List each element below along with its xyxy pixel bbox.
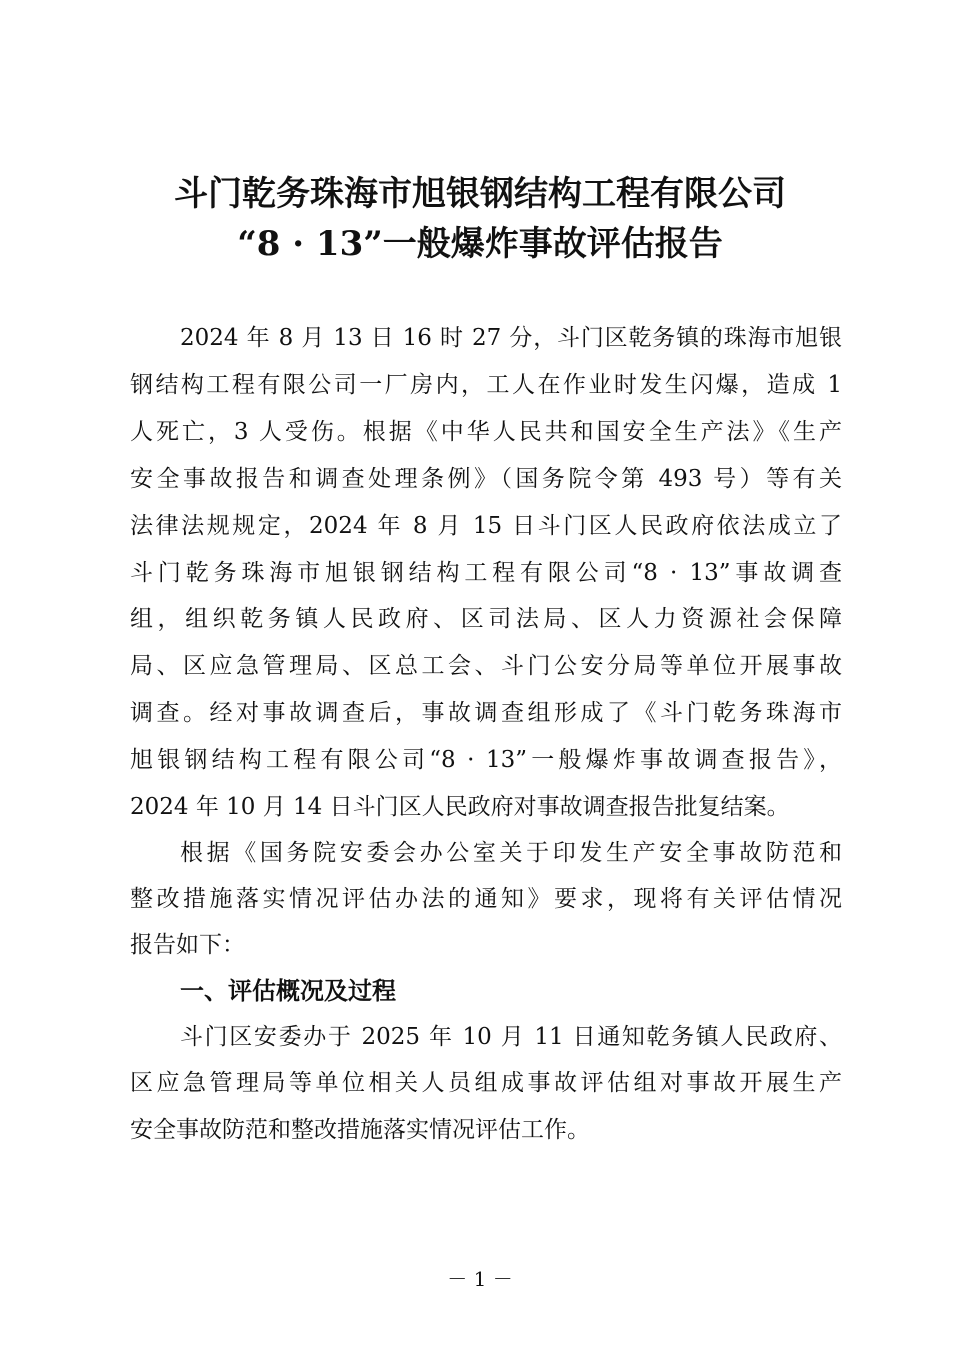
paragraph-1-line: 钢结构工程有限公司一厂房内，工人在作业时发生闪爆，造成 1 [130,372,842,398]
paragraph-1-line: 法律法规规定，2024 年 8 月 15 日斗门区人民政府依法成立了 [130,513,842,539]
page-number: － 1 － [447,1267,513,1291]
paragraph-1-line: 人死亡，3 人受伤。根据《中华人民共和国安全生产法》《生产 [130,419,842,445]
paragraph-2-line: 根据《国务院安委会办公室关于印发生产安全事故防范和 [180,840,842,866]
paragraph-1-line: 调查。经对事故调查后，事故调查组形成了《斗门乾务珠海市 [130,700,842,726]
paragraph-2-line: 报告如下： [130,932,245,958]
paragraph-1-line: 局、区应急管理局、区总工会、斗门公安分局等单位开展事故 [130,653,842,679]
paragraph-2-line: 整改措施落实情况评估办法的通知》要求，现将有关评估情况 [130,886,842,912]
paragraph-1-line: 2024 年 8 月 13 日 16 时 27 分，斗门区乾务镇的珠海市旭银 [180,325,842,351]
paragraph-1-line: 斗门乾务珠海市旭银钢结构工程有限公司“8 · 13”事故调查 [130,560,842,586]
section-1-line: 安全事故防范和整改措施落实情况评估工作。 [130,1117,590,1143]
paragraph-1-line: 2024 年 10 月 14 日斗门区人民政府对事故调查报告批复结案。 [130,794,790,820]
document-title-line-2: “8 · 13”一般爆炸事故评估报告 [237,224,723,264]
section-heading: 一、评估概况及过程 [180,977,396,1005]
document-title-line-1: 斗门乾务珠海市旭银钢结构工程有限公司 [174,174,786,214]
paragraph-1-line: 旭银钢结构工程有限公司“8 · 13”一般爆炸事故调查报告》， [130,747,842,773]
section-1-line: 斗门区安委办于 2025 年 10 月 11 日通知乾务镇人民政府、 [180,1024,842,1050]
section-1-line: 区应急管理局等单位相关人员组成事故评估组对事故开展生产 [130,1070,842,1096]
paragraph-1-line: 组，组织乾务镇人民政府、区司法局、区人力资源社会保障 [130,606,842,632]
paragraph-1-line: 安全事故报告和调查处理条例》（国务院令第 493 号）等有关 [130,466,842,492]
